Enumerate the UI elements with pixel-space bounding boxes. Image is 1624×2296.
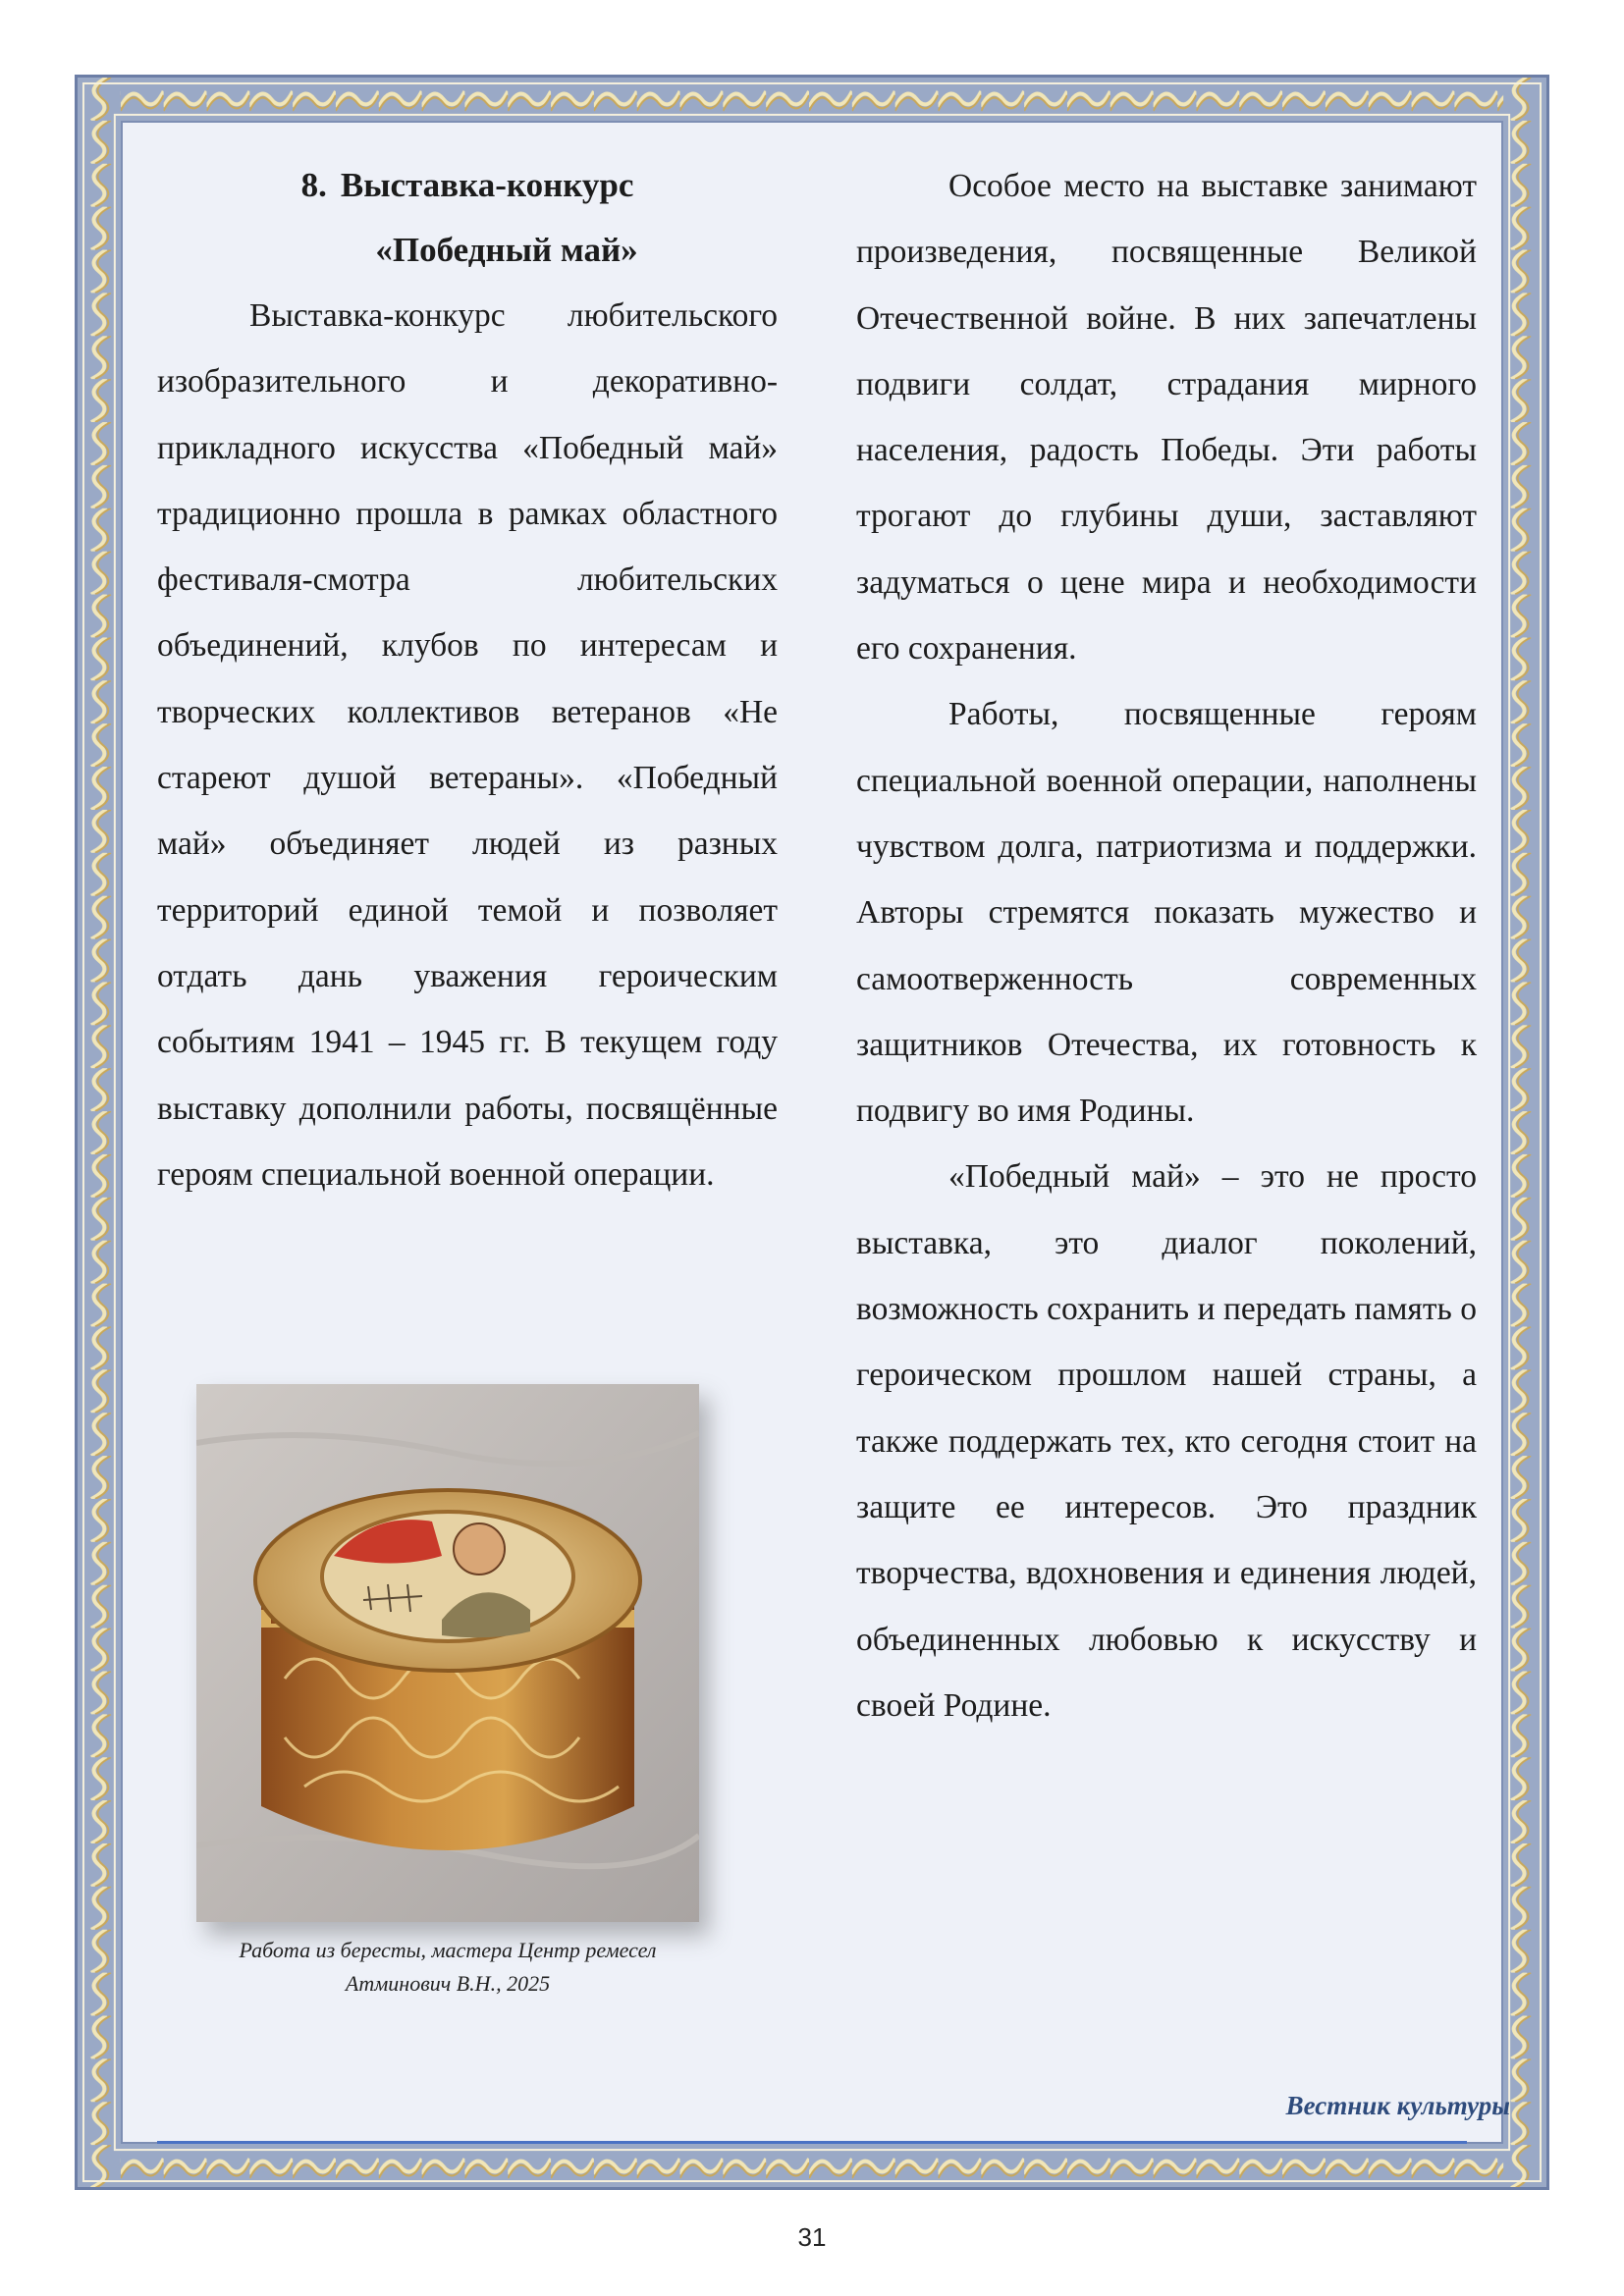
publication-title: Вестник культуры — [1285, 2091, 1510, 2120]
right-paragraph-2: Работы, посвященные героям специальной военной операции, наполнены чувством долга, патриотизма и поддержки. Авторы стремятся показать мужество и самоотверженность современных защитников Отечества, их готовность к подвигу во имя Родины. — [856, 696, 1477, 1130]
photo-caption — [177, 1934, 719, 2001]
photo-caption-line-2: Атминович В.Н., 2025 — [345, 1971, 551, 1996]
right-column — [856, 153, 1477, 1738]
heading-title-line-1: Выставка-конкурс — [340, 166, 634, 204]
page-content — [79, 79, 1477, 2091]
left-paragraph: Выставка-конкурс любительского изобразительного и декоративно-прикладного искусства «Победный май» традиционно прошла в рамках областного фестиваля-смотра любительских объединений, клубов по интересам и творческих коллективов ветеранов «Не стареют душой ветераны». «Победный май» объединяет людей из разных территорий единой темой и позволяет отдать дань уважения героическим событиям 1941 – 1945 гг. В текущем году выставку дополнили работы, посвящённые героям специальной военной операции. — [157, 297, 778, 1193]
birch-box-illustration — [196, 1384, 699, 1922]
section-number: 8. — [300, 166, 327, 204]
footer-divider — [157, 2141, 1467, 2144]
left-column — [157, 153, 778, 1207]
page-number: 31 — [797, 2222, 827, 2252]
heading-title-line-2: «Победный май» — [375, 231, 638, 269]
heading-line-1 — [157, 153, 778, 218]
birch-bark-box-photo — [196, 1384, 699, 1922]
photo-caption-line-1: Работа из бересты, мастера Центр ремесел — [239, 1938, 657, 1962]
article-heading — [157, 153, 778, 283]
right-paragraph-3: «Победный май» – это не просто выставка, это диалог поколений, возможность сохранить и передать память о героическом прошлом нашей страны, а также поддержать тех, кто сегодня стоит на защите ее интересов. Это праздник творчества, вдохновения и единения людей, объединенных любовью к искусству и своей Родине. — [856, 1158, 1477, 1724]
right-paragraph-1: Особое место на выставке занимают произведения, посвященные Великой Отечественной войне. В них запечатлены подвиги солдат, страдания мирного населения, радость Победы. Эти работы трогают до глубины души, заставляют задуматься о цене мира и необходимости его сохранения. — [856, 168, 1477, 667]
